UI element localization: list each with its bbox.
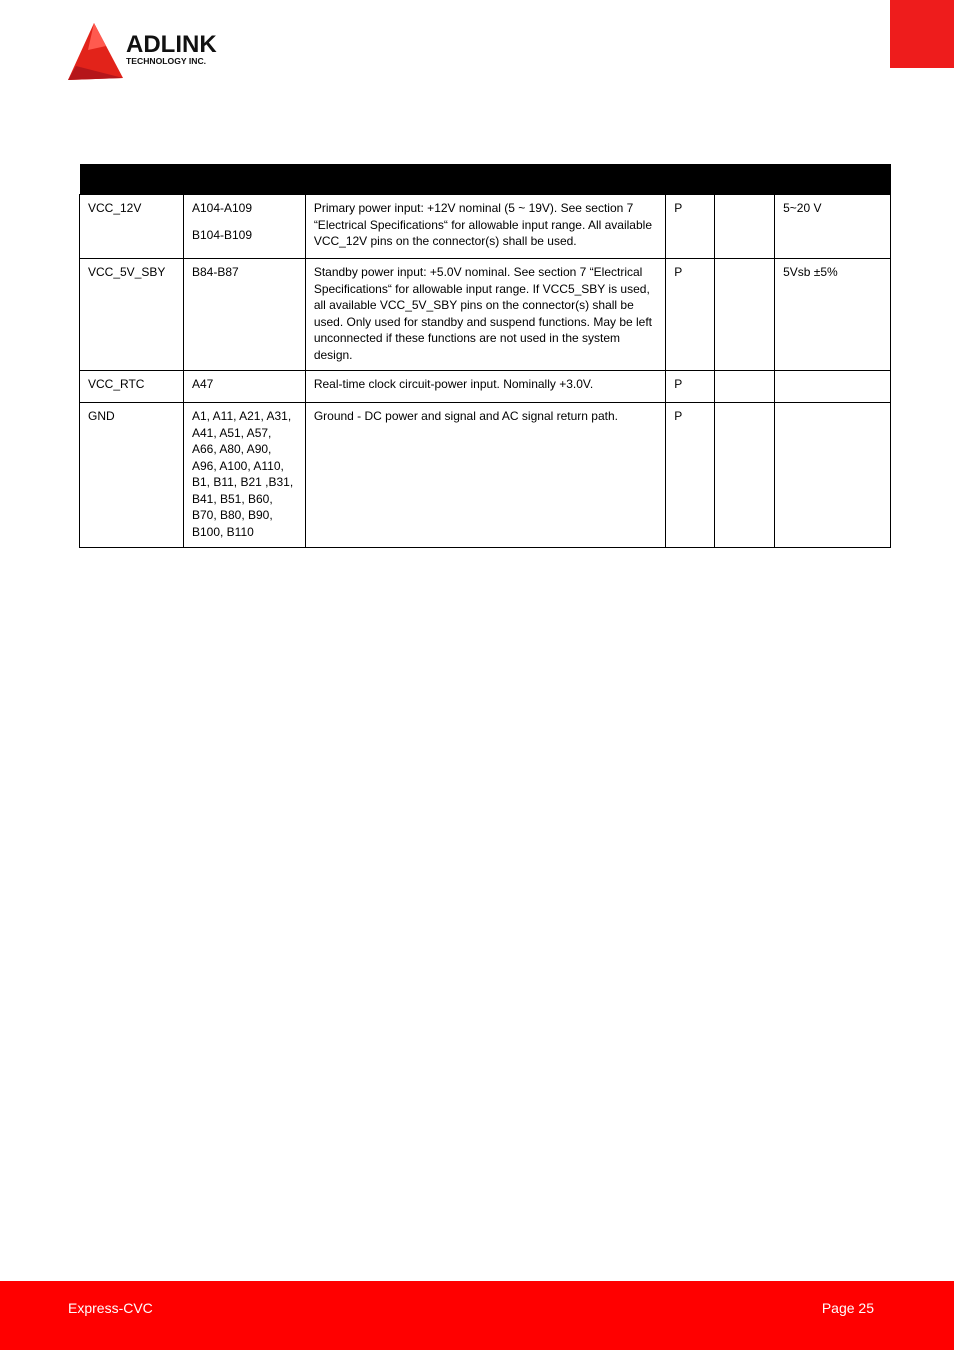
page-footer bbox=[0, 1281, 954, 1350]
header-cell bbox=[80, 164, 184, 195]
pins-cell bbox=[183, 259, 305, 371]
pin-range: B84-B87 bbox=[191, 265, 239, 279]
pin-range: A104-A109 bbox=[191, 201, 253, 215]
pu-pd-cell bbox=[715, 371, 775, 403]
pu-pd-cell bbox=[715, 403, 775, 548]
footer-product: Express-CVC bbox=[68, 1300, 153, 1316]
table-row bbox=[80, 371, 891, 403]
pin-range: A1, A11, A21, A31, A41, A51, A57, A66, A80, A90, A96, A100, A110, B1, B11, B21 ,B31, B41, B51, B60, B70, B80, B90, B100, B110 bbox=[191, 409, 294, 539]
header-cell bbox=[666, 164, 715, 195]
header-cell bbox=[775, 164, 891, 195]
header-cell bbox=[183, 164, 305, 195]
pin-table bbox=[79, 164, 891, 548]
pin-range: A47 bbox=[191, 377, 214, 391]
pins-cell bbox=[183, 403, 305, 548]
brand-name: ADLINK bbox=[126, 31, 217, 58]
adlink-logo bbox=[66, 20, 266, 82]
footer-page-number: Page 25 bbox=[821, 1300, 874, 1316]
pu-pd-cell bbox=[715, 259, 775, 371]
description-cell: Primary power input: +12V nominal (5 ~ 19V). See section 7 “Electrical Specifications“ for allowable input range. All available VCC_12V pins on the connector(s) shall be used. bbox=[305, 195, 665, 259]
corner-tab bbox=[890, 0, 954, 68]
header-cell bbox=[715, 164, 775, 195]
pin-range: B104-B109 bbox=[191, 227, 253, 242]
table-row bbox=[80, 403, 891, 548]
table-row bbox=[80, 195, 891, 259]
comment-cell: 5~20 V bbox=[775, 195, 891, 259]
comment-cell bbox=[775, 371, 891, 403]
signal-cell: VCC_12V bbox=[80, 195, 184, 259]
adlink-triangle-icon bbox=[66, 20, 266, 82]
table-header-row bbox=[80, 164, 891, 195]
type-cell: P bbox=[666, 371, 715, 403]
comment-cell: 5Vsb ±5% bbox=[775, 259, 891, 371]
type-cell: P bbox=[666, 403, 715, 548]
pins-cell bbox=[183, 195, 305, 259]
signal-cell: VCC_5V_SBY bbox=[80, 259, 184, 371]
description-cell: Standby power input: +5.0V nominal. See section 7 “Electrical Specifications“ for allowable input range. If VCC5_SBY is used, all available VCC_5V_SBY pins on the connector(s) shall be used. Only used for standby and suspend functions. May be left unconnected if these functions are not used in the system design. bbox=[305, 259, 665, 371]
table-row bbox=[80, 259, 891, 371]
type-cell: P bbox=[666, 195, 715, 259]
brand-tagline: TECHNOLOGY INC. bbox=[126, 56, 207, 66]
header-cell bbox=[305, 164, 665, 195]
signal-cell: VCC_RTC bbox=[80, 371, 184, 403]
pins-cell bbox=[183, 371, 305, 403]
description-cell: Ground - DC power and signal and AC signal return path. bbox=[305, 403, 665, 548]
type-cell: P bbox=[666, 259, 715, 371]
comment-cell bbox=[775, 403, 891, 548]
pu-pd-cell bbox=[715, 195, 775, 259]
signal-cell: GND bbox=[80, 403, 184, 548]
description-cell: Real-time clock circuit-power input. Nominally +3.0V. bbox=[305, 371, 665, 403]
